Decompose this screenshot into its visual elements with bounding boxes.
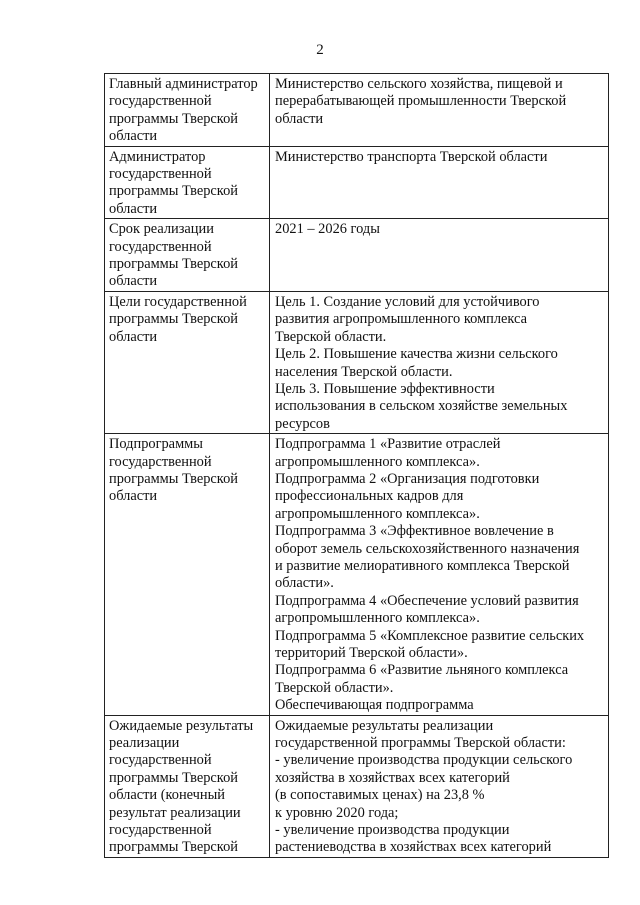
row-value-line: развития агропромышленного комплекса <box>275 311 527 328</box>
row-label-cell <box>105 74 270 147</box>
row-value-line: Подпрограмма 2 «Организация подготовки <box>275 470 540 487</box>
row-value-line: хозяйства в хозяйствах всех категорий <box>275 769 510 786</box>
row-label-line: программы Тверской <box>109 470 238 487</box>
row-value-line: государственной программы Тверской области: <box>275 735 566 752</box>
row-value-line: перерабатывающей промышленности Тверской <box>275 93 567 110</box>
row-label-cell <box>105 291 270 433</box>
row-value-line: Цель 2. Повышение качества жизни сельского <box>275 346 558 363</box>
row-value-line: Подпрограмма 5 «Комплексное развитие сельских <box>275 627 585 644</box>
row-value-line: 2021 – 2026 годы <box>275 221 380 238</box>
row-value-line: Тверской области. <box>275 328 387 345</box>
row-value-line: оборот земель сельскохозяйственного назначения <box>275 540 580 557</box>
program-passport-table <box>104 73 609 858</box>
row-label-cell <box>105 434 270 716</box>
row-label-line: государственной <box>109 166 212 183</box>
row-label-cell <box>105 219 270 292</box>
row-value-line: Подпрограмма 3 «Эффективное вовлечение в <box>275 523 554 540</box>
passport-row <box>105 291 609 433</box>
passport-row <box>105 434 609 716</box>
row-label-line: Подпрограммы <box>109 436 203 453</box>
row-value-cell <box>270 715 609 857</box>
passport-row <box>105 219 609 292</box>
row-label-line: области <box>109 273 158 290</box>
row-label-line: государственной <box>109 238 212 255</box>
row-value-line: Министерство сельского хозяйства, пищевой и <box>275 76 563 92</box>
row-label-line: области <box>109 488 158 505</box>
row-value-line: Министерство транспорта Тверской области <box>275 148 548 165</box>
row-value-cell <box>270 74 609 147</box>
row-label-line: программы Тверской <box>109 839 238 856</box>
row-value-line: Подпрограмма 1 «Развитие отраслей <box>275 436 501 453</box>
row-label-line: государственной <box>109 822 212 839</box>
row-value-line: Цель 1. Создание условий для устойчивого <box>275 293 540 310</box>
row-value-line: агропромышленного комплекса». <box>275 610 480 627</box>
row-value-line: к уровню 2020 года; <box>275 804 399 821</box>
row-value-line: агропромышленного комплекса». <box>275 453 480 470</box>
row-label-line: области <box>109 328 158 345</box>
row-value-line: агропромышленного комплекса». <box>275 505 480 522</box>
row-label-line: программы Тверской <box>109 183 238 200</box>
passport-row <box>105 146 609 219</box>
row-value-line: Подпрограмма 4 «Обеспечение условий развития <box>275 592 579 609</box>
row-label-line: Администратор <box>109 148 206 165</box>
row-label-cell <box>105 146 270 219</box>
row-label-line: области <box>109 128 158 145</box>
row-label-line: государственной <box>109 453 212 470</box>
page-number: 2 <box>316 42 324 58</box>
row-label-line: государственной <box>109 752 212 769</box>
row-value-line: Обеспечивающая подпрограмма <box>275 697 474 714</box>
row-label-cell <box>105 715 270 857</box>
row-label-line: программы Тверской <box>109 110 238 127</box>
row-label-line: области (конечный <box>109 787 225 804</box>
row-value-cell <box>270 146 609 219</box>
row-label-line: области <box>109 200 158 217</box>
row-value-cell <box>270 219 609 292</box>
row-value-line: - увеличение производства продукции сельского <box>275 752 573 769</box>
row-label-line: Цели государственной <box>109 293 247 310</box>
row-label-line: программы Тверской <box>109 769 238 786</box>
row-value-line: (в сопоставимых ценах) на 23,8 % <box>275 787 485 804</box>
row-label-line: программы Тверской <box>109 311 238 328</box>
row-value-line: Тверской области». <box>275 679 394 696</box>
row-label-line: Ожидаемые результаты <box>109 717 254 734</box>
row-value-cell <box>270 434 609 716</box>
passport-row <box>105 715 609 857</box>
row-value-line: использования в сельском хозяйстве земельных <box>275 398 568 415</box>
row-value-line: - увеличение производства продукции <box>275 822 510 839</box>
row-value-line: области». <box>275 575 334 592</box>
row-value-line: ресурсов <box>275 415 330 432</box>
row-value-line: территорий Тверской области». <box>275 645 468 661</box>
row-label-line: результат реализации <box>109 804 241 821</box>
row-value-line: области <box>275 110 324 127</box>
row-label-line: государственной <box>109 93 212 110</box>
row-value-line: профессиональных кадров для <box>275 488 464 505</box>
row-value-line: населения Тверской области. <box>275 363 453 380</box>
row-value-line: Ожидаемые результаты реализации <box>275 717 494 734</box>
row-value-line: Цель 3. Повышение эффективности <box>275 380 495 397</box>
row-label-line: Главный администратор <box>109 76 258 92</box>
passport-row <box>105 74 609 147</box>
row-value-line: и развитие мелиоративного комплекса Тверской <box>275 557 570 574</box>
row-value-line: Подпрограмма 6 «Развитие льняного комплекса <box>275 662 569 679</box>
row-value-line: растениеводства в хозяйствах всех категорий <box>275 839 552 856</box>
row-label-line: Срок реализации <box>109 221 214 238</box>
row-label-line: программы Тверской <box>109 256 238 273</box>
row-label-line: реализации <box>109 735 180 752</box>
row-value-cell <box>270 291 609 433</box>
